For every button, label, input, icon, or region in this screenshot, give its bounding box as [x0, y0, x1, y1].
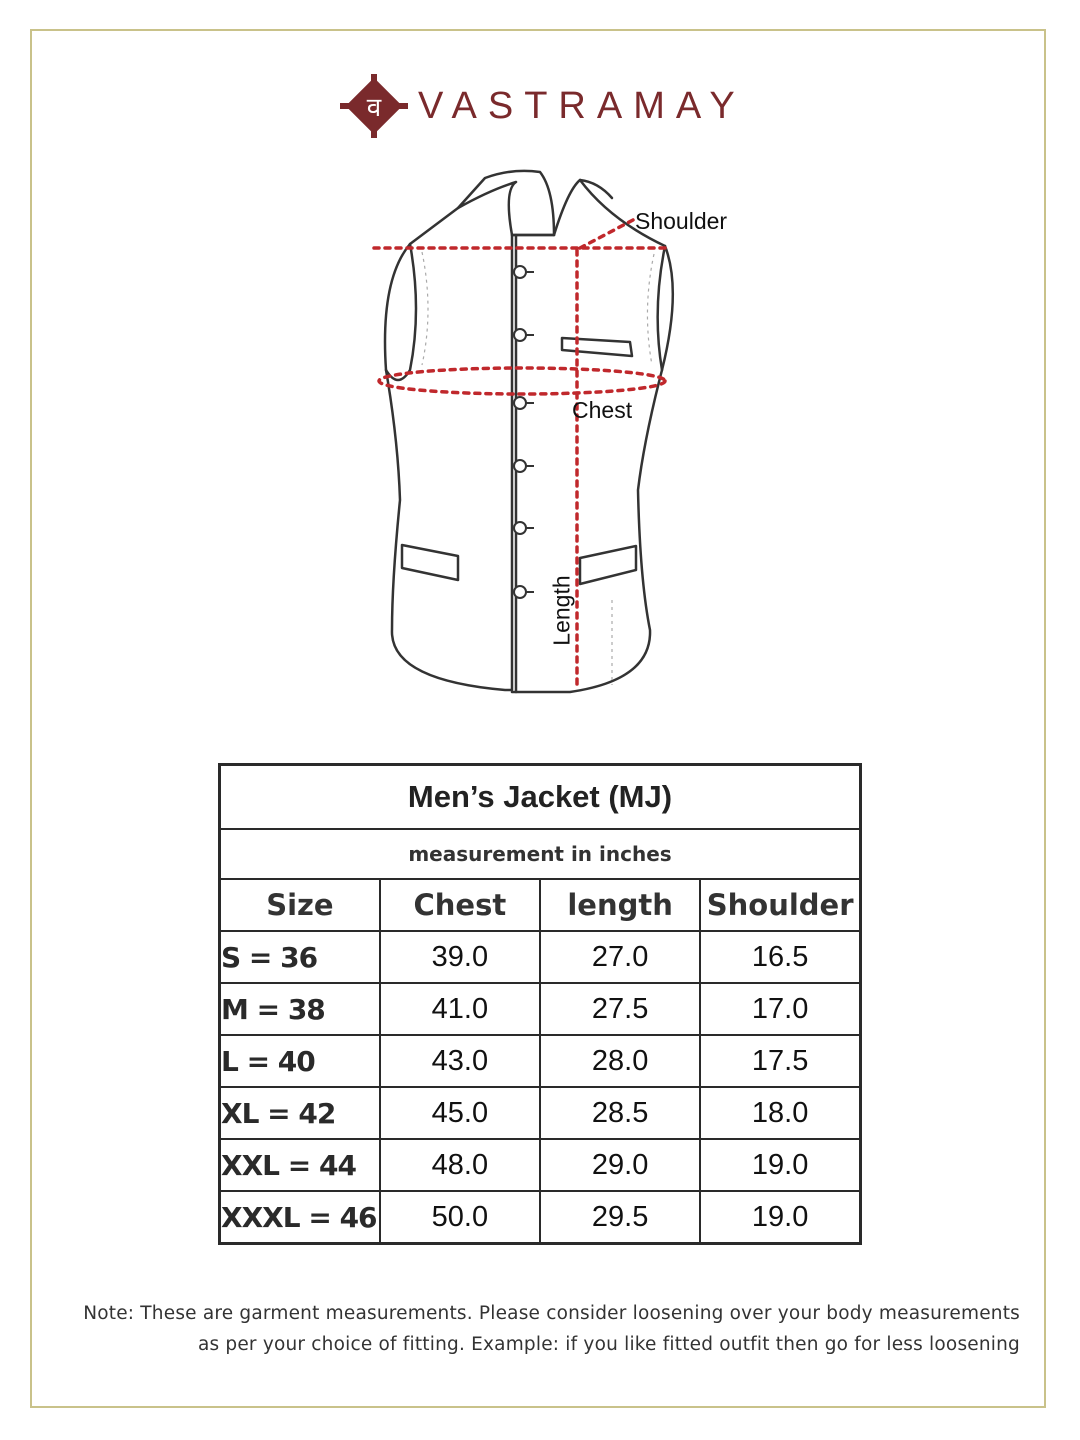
chest-label: Chest	[572, 397, 633, 423]
table-row	[220, 1035, 861, 1087]
row-chest: 48.0	[380, 1139, 540, 1191]
header-chest: Chest	[380, 879, 540, 931]
jacket-left-panel	[385, 208, 512, 690]
table-row	[220, 1087, 861, 1139]
row-chest: 39.0	[380, 931, 540, 983]
fitting-note	[46, 1298, 1020, 1360]
row-length: 28.5	[540, 1087, 700, 1139]
jacket-collar	[458, 171, 554, 235]
row-chest: 45.0	[380, 1087, 540, 1139]
table-row	[220, 931, 861, 983]
fitting-note-line-1: Note: These are garment measurements. Please consider loosening over your body measurements	[83, 1303, 1020, 1324]
fitting-note-line-2: as per your choice of fitting. Example: if you like fitted outfit then go for less loosening	[197, 1334, 1020, 1355]
row-size: M = 38	[220, 983, 380, 1035]
row-length: 29.5	[540, 1191, 700, 1244]
row-shoulder: 17.5	[700, 1035, 860, 1087]
brand-logo-icon	[340, 74, 408, 138]
row-chest: 41.0	[380, 983, 540, 1035]
row-size: XXXL = 46	[220, 1191, 380, 1244]
row-chest: 50.0	[380, 1191, 540, 1244]
table-title-row	[220, 765, 861, 830]
row-length: 28.0	[540, 1035, 700, 1087]
shoulder-label: Shoulder	[635, 208, 728, 234]
header-size: Size	[220, 879, 380, 931]
row-size: XL = 42	[220, 1087, 380, 1139]
table-row	[220, 983, 861, 1035]
chest-pocket	[562, 338, 632, 356]
left-pocket	[402, 545, 458, 580]
row-shoulder: 19.0	[700, 1191, 860, 1244]
row-size: L = 40	[220, 1035, 380, 1087]
row-shoulder: 16.5	[700, 931, 860, 983]
chest-measure-line	[379, 368, 665, 394]
row-length: 29.0	[540, 1139, 700, 1191]
table-subtitle: measurement in inches	[220, 829, 861, 879]
row-length: 27.0	[540, 931, 700, 983]
table-title: Men’s Jacket (MJ)	[220, 765, 861, 830]
row-size: S = 36	[220, 931, 380, 983]
row-shoulder: 19.0	[700, 1139, 860, 1191]
table-row	[220, 1191, 861, 1244]
table-header-row	[220, 879, 861, 931]
brand-name: VASTRAMAY	[418, 85, 746, 127]
table-subtitle-row	[220, 829, 861, 879]
right-pocket	[580, 546, 636, 584]
row-length: 27.5	[540, 983, 700, 1035]
brand-logo-glyph: व	[366, 93, 382, 123]
row-size: XXL = 44	[220, 1139, 380, 1191]
table-row	[220, 1139, 861, 1191]
size-chart-table	[218, 763, 862, 1245]
row-chest: 43.0	[380, 1035, 540, 1087]
length-label: Length	[548, 575, 575, 646]
jacket-right-panel	[512, 180, 673, 692]
header-length: length	[540, 879, 700, 931]
row-shoulder: 18.0	[700, 1087, 860, 1139]
header-shoulder: Shoulder	[700, 879, 860, 931]
row-shoulder: 17.0	[700, 983, 860, 1035]
brand-logo	[340, 74, 746, 138]
